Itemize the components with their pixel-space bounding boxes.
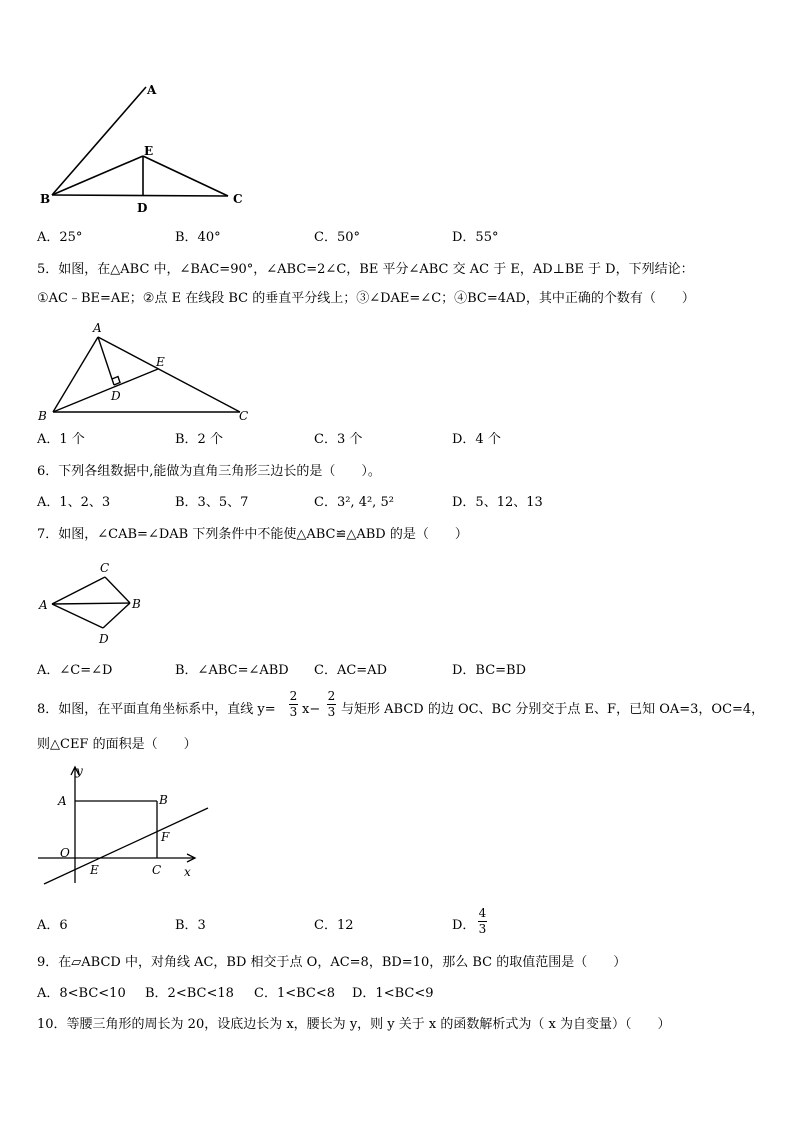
q6-option-a: A．1、2、3 — [37, 495, 111, 510]
q8-label-x: x — [184, 865, 191, 879]
q8-fraction-2-denominator: 3 — [327, 705, 336, 719]
q4-label-e: E — [144, 144, 154, 158]
q4-option-d: D．55° — [452, 230, 499, 245]
q4-triangle-figure — [30, 78, 260, 218]
q9-text-line1: 9．在▱ABCD 中，对角线 AC，BD 相交于点 O，AC=8，BD=10，那么 BC 的取值范围是（ ） — [37, 955, 627, 970]
q8-label-o: O — [60, 846, 70, 860]
q8-label-e: E — [90, 863, 99, 877]
q5-text-line1: 5．如图，在△ABC 中，∠BAC=90°，∠ABC=2∠C，BE 平分∠ABC 交 AC 于 E，AD⊥BE 于 D，下列结论： — [37, 262, 694, 277]
q8-option-b: B．3 — [175, 918, 206, 933]
q9-option-d: D．1<BC<9 — [352, 986, 434, 1001]
q8-option-d: D． — [452, 918, 476, 933]
q8-fraction-1-denominator: 3 — [289, 705, 298, 719]
q8-text-mid: x− — [302, 702, 321, 717]
q8-text-suffix: 与矩形 ABCD 的边 OC、BC 分别交于点 E、F，已知 OA=3，OC=4， — [341, 702, 765, 717]
q9-option-b: B．2<BC<18 — [145, 986, 234, 1001]
q7-label-b: B — [132, 597, 141, 611]
q7-option-c: C．AC=AD — [314, 663, 387, 678]
q8-label-y: y — [76, 764, 83, 778]
q5-label-d: D — [111, 389, 121, 403]
q7-label-a: A — [39, 598, 48, 612]
q8-label-c: C — [152, 863, 162, 877]
q8-label-a: A — [58, 794, 67, 808]
q7-option-a: A．∠C=∠D — [37, 663, 113, 678]
q8-option-c: C．12 — [314, 918, 354, 933]
q5-label-b: B — [38, 409, 47, 423]
q4-label-a: A — [147, 83, 157, 97]
q8-fraction-1 — [289, 690, 298, 719]
q4-label-c: C — [233, 192, 243, 206]
q8-coordinate-figure — [30, 758, 220, 888]
q6-option-c: C．3², 4², 5² — [314, 495, 394, 510]
q8-option-d-fraction — [478, 907, 487, 936]
q8-text-prefix: 8．如图，在平面直角坐标系中，直线 y= — [37, 702, 276, 717]
q5-label-e: E — [156, 355, 165, 369]
q6-text-line1: 6．下列各组数据中,能做为直角三角形三边长的是（ ）。 — [37, 464, 381, 479]
q4-option-a: A．25° — [37, 230, 83, 245]
q4-option-b: B．40° — [175, 230, 221, 245]
q8-label-f: F — [161, 830, 170, 844]
q8-fraction-2-numerator: 2 — [327, 689, 336, 703]
q4-label-b: B — [40, 192, 51, 206]
q5-triangle-figure — [30, 318, 260, 428]
q8-option-d-denominator: 3 — [478, 922, 487, 936]
q6-option-b: B．3、5、7 — [175, 495, 249, 510]
q7-kite-figure — [30, 557, 160, 652]
q8-text-line2: 则△CEF 的面积是（ ） — [37, 737, 197, 752]
q8-fraction-1-numerator: 2 — [289, 689, 298, 703]
q4-option-c: C．50° — [314, 230, 360, 245]
q5-text-line2: ①AC﹣BE=AE；②点 E 在线段 BC 的垂直平分线上；③∠DAE=∠C；④BC=4AD，其中正确的个数有（ ） — [37, 291, 695, 306]
q4-label-d: D — [137, 201, 148, 215]
q7-label-d: D — [99, 632, 109, 646]
q7-option-d: D．BC=BD — [452, 663, 527, 678]
q5-option-c: C．3 个 — [314, 432, 363, 447]
q5-label-a: A — [93, 321, 102, 335]
q8-fraction-2 — [327, 690, 336, 719]
q5-label-c: C — [239, 409, 249, 423]
q8-option-a: A．6 — [37, 918, 68, 933]
q7-label-c: C — [100, 561, 110, 575]
q5-option-d: D．4 个 — [452, 432, 501, 447]
q9-option-c: C．1<BC<8 — [254, 986, 336, 1001]
q10-text-line1: 10．等腰三角形的周长为 20，设底边长为 x，腰长为 y，则 y 关于 x 的函数解析式为（ x 为自变量）（ ） — [37, 1017, 671, 1032]
q6-option-d: D．5、12、13 — [452, 495, 543, 510]
q8-option-d-numerator: 4 — [478, 906, 487, 920]
q7-option-b: B．∠ABC=∠ABD — [175, 663, 289, 678]
q5-option-a: A．1 个 — [37, 432, 85, 447]
q5-option-b: B．2 个 — [175, 432, 223, 447]
q7-text-line1: 7．如图，∠CAB=∠DAB 下列条件中不能使△ABC≌△ABD 的是（ ） — [37, 527, 468, 542]
q9-option-a: A．8<BC<10 — [37, 986, 126, 1001]
q8-label-b: B — [159, 793, 168, 807]
